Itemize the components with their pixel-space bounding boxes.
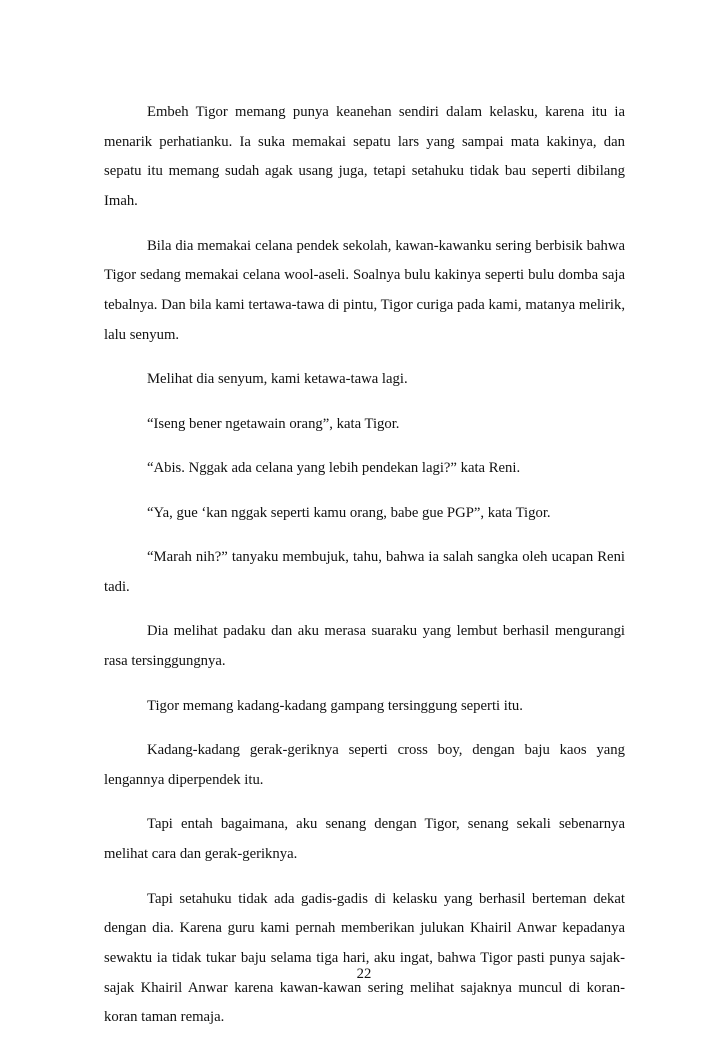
paragraph-8: Dia melihat padaku dan aku merasa suaraku yang lembut berhasil mengurangi rasa tersinggungnya. bbox=[104, 623, 625, 670]
paragraph-11: Tapi entah bagaimana, aku senang dengan Tigor, senang sekali sebenarnya melihat cara dan gerak-geriknya. bbox=[104, 816, 625, 863]
paragraph-12: Tapi setahuku tidak ada gadis-gadis di kelasku yang berhasil berteman dekat dengan dia. Karena guru kami pernah memberikan julukan Khairil Anwar kepadanya sewaktu ia tidak tukar baju selama tiga hari, aku ingat, bahwa Tigor pasti punya sajak-sajak Khairil Anwar karena kawan-kawan sering melihat sajaknya muncul di koran-koran taman remaja. bbox=[104, 890, 625, 1026]
paragraph-2: Bila dia memakai celana pendek sekolah, kawan-kawanku sering berbisik bahwa Tigor sedang memakai celana wool-aseli. Soalnya bulu kakinya seperti bulu domba saja tebalnya. Dan bila kami tertawa-tawa di pintu, Tigor curiga pada kami, matanya melirik, lalu senyum. bbox=[104, 237, 625, 343]
paragraph-3: Melihat dia senyum, kami ketawa-tawa lagi. bbox=[147, 371, 408, 388]
paragraph-1: Embeh Tigor memang punya keanehan sendiri dalam kelasku, karena itu ia menarik perhatianku. Ia suka memakai sepatu lars yang sampai mata kakinya, dan sepatu itu memang sudah agak usang juga, tetapi setahuku tidak bau seperti dibilang Imah. bbox=[104, 104, 625, 210]
paragraph-4: “Iseng bener ngetawain orang”, kata Tigor. bbox=[147, 415, 400, 432]
paragraph-9: Tigor memang kadang-kadang gampang tersinggung seperti itu. bbox=[147, 697, 523, 714]
paragraph-10: Kadang-kadang gerak-geriknya seperti cross boy, dengan baju kaos yang lengannya diperpendek itu. bbox=[104, 742, 625, 788]
paragraph-7: “Marah nih?” tanyaku membujuk, tahu, bahwa ia salah sangka oleh ucapan Reni tadi. bbox=[104, 549, 625, 595]
body-text bbox=[104, 98, 625, 1048]
paragraph-6: “Ya, gue ‘kan nggak seperti kamu orang, babe gue PGP”, kata Tigor. bbox=[147, 504, 551, 521]
page-number: 22 bbox=[356, 966, 372, 982]
paragraph-5: “Abis. Nggak ada celana yang lebih pendekan lagi?” kata Reni. bbox=[147, 460, 521, 477]
